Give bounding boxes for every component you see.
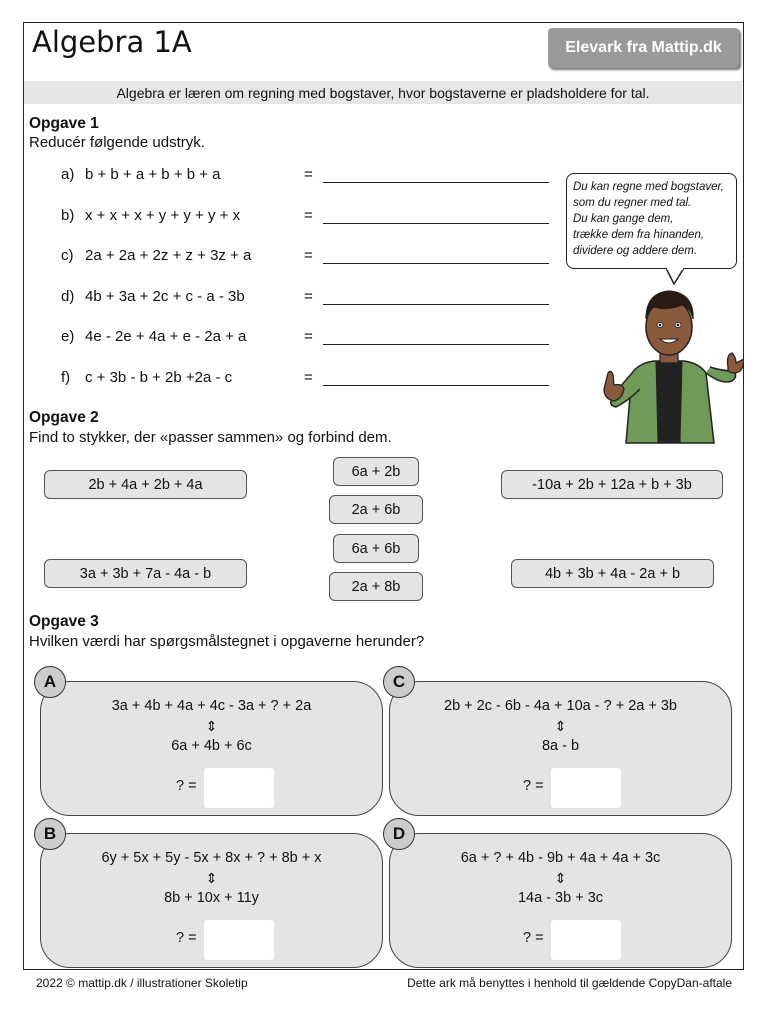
footer-license: Dette ark må benyttes i henhold til gældende CopyDan-aftale — [407, 976, 732, 990]
match-right-1[interactable]: -10a + 2b + 12a + b + 3b — [501, 470, 723, 499]
double-arrow-icon: ⇕ — [554, 718, 567, 734]
question-label: ? = — [523, 930, 544, 946]
question-label: ? = — [176, 778, 197, 794]
task1-instruction: Reducér følgende udstryk. — [29, 134, 205, 151]
double-arrow-icon: ⇕ — [205, 870, 218, 886]
task1-heading: Opgave 1 — [29, 115, 99, 132]
item-expression: 2a + 2a + 2z + z + 3z + a — [85, 247, 252, 264]
speech-bubble — [566, 173, 737, 269]
bubble-line: Du kan gange dem, — [573, 213, 674, 225]
equals-sign: = — [304, 369, 313, 386]
card-expression-bottom: 8b + 10x + 11y — [164, 890, 259, 906]
card-letter-b: B — [34, 818, 66, 850]
equals-sign: = — [304, 247, 313, 264]
card-letter-c: C — [383, 666, 415, 698]
match-left-1[interactable]: 2b + 4a + 2b + 4a — [44, 470, 247, 499]
match-left-2[interactable]: 3a + 3b + 7a - 4a - b — [44, 559, 247, 588]
footer-credit: 2022 © mattip.dk / illustrationer Skoletip — [36, 976, 248, 990]
card-expression-top: 3a + 4b + 4a + 4c - 3a + ? + 2a — [111, 698, 312, 714]
bubble-line: dividere og addere dem. — [573, 245, 698, 257]
card-expression-top: 2b + 2c - 6b - 4a + 10a - ? + 2a + 3b — [444, 698, 677, 714]
bubble-line: Du kan regne med bogstaver, — [573, 181, 724, 193]
answer-line[interactable] — [323, 263, 549, 264]
item-label: c) — [61, 247, 74, 264]
task2-instruction: Find to stykker, der «passer sammen» og forbind dem. — [29, 429, 392, 446]
match-middle-4[interactable]: 2a + 8b — [329, 572, 423, 601]
match-right-2[interactable]: 4b + 3b + 4a - 2a + b — [511, 559, 714, 588]
answer-line[interactable] — [323, 304, 549, 305]
equals-sign: = — [304, 166, 313, 183]
item-label: a) — [61, 166, 75, 183]
teacher-illustration — [594, 281, 744, 446]
task3-card-b — [40, 833, 383, 968]
card-expression-top: 6y + 5x + 5y - 5x + 8x + ? + 8b + x — [101, 850, 322, 866]
item-label: f) — [61, 369, 71, 386]
double-arrow-icon: ⇕ — [205, 718, 218, 734]
answer-box[interactable] — [551, 920, 621, 960]
bubble-line: som du regner med tal. — [573, 197, 692, 209]
question-label: ? = — [523, 778, 544, 794]
answer-line[interactable] — [323, 385, 549, 386]
item-expression: x + x + x + y + y + y + x — [85, 207, 241, 224]
item-label: d) — [61, 288, 75, 305]
answer-box[interactable] — [551, 768, 621, 808]
item-expression: 4b + 3a + 2c + c - a - 3b — [85, 288, 245, 305]
match-middle-2[interactable]: 2a + 6b — [329, 495, 423, 524]
item-expression: 4e - 2e + 4a + e - 2a + a — [85, 328, 247, 345]
answer-line[interactable] — [323, 182, 549, 183]
item-label: e) — [61, 328, 75, 345]
equals-sign: = — [304, 207, 313, 224]
item-expression: c + 3b - b + 2b +2a - c — [85, 369, 233, 386]
item-label: b) — [61, 207, 75, 224]
bubble-line: trække dem fra hinanden, — [573, 229, 705, 241]
equals-sign: = — [304, 288, 313, 305]
task3-card-c — [389, 681, 732, 816]
card-expression-bottom: 14a - 3b + 3c — [517, 890, 604, 906]
card-expression-top: 6a + ? + 4b - 9b + 4a + 4a + 3c — [460, 850, 661, 866]
page-title: Algebra 1A — [32, 25, 192, 59]
card-expression-bottom: 6a + 4b + 6c — [171, 738, 252, 754]
answer-line[interactable] — [323, 344, 549, 345]
card-expression-bottom: 8a - b — [541, 738, 580, 754]
task2-heading: Opgave 2 — [29, 409, 99, 426]
card-letter-a: A — [34, 666, 66, 698]
intro-banner: Algebra er læren om regning med bogstaver, hvor bogstaverne er pladsholdere for tal. — [24, 81, 742, 104]
task3-card-d — [389, 833, 732, 968]
card-letter-d: D — [383, 818, 415, 850]
match-middle-1[interactable]: 6a + 2b — [333, 457, 419, 486]
double-arrow-icon: ⇕ — [554, 870, 567, 886]
task3-instruction: Hvilken værdi har spørgsmålstegnet i opgaverne herunder? — [29, 633, 425, 650]
match-middle-3[interactable]: 6a + 6b — [333, 534, 419, 563]
answer-line[interactable] — [323, 223, 549, 224]
task3-heading: Opgave 3 — [29, 613, 99, 630]
source-badge: Elevark fra Mattip.dk — [548, 28, 739, 68]
equals-sign: = — [304, 328, 313, 345]
item-expression: b + b + a + b + b + a — [85, 166, 221, 183]
question-label: ? = — [176, 930, 197, 946]
answer-box[interactable] — [204, 920, 274, 960]
worksheet — [23, 22, 744, 970]
task3-card-a — [40, 681, 383, 816]
answer-box[interactable] — [204, 768, 274, 808]
